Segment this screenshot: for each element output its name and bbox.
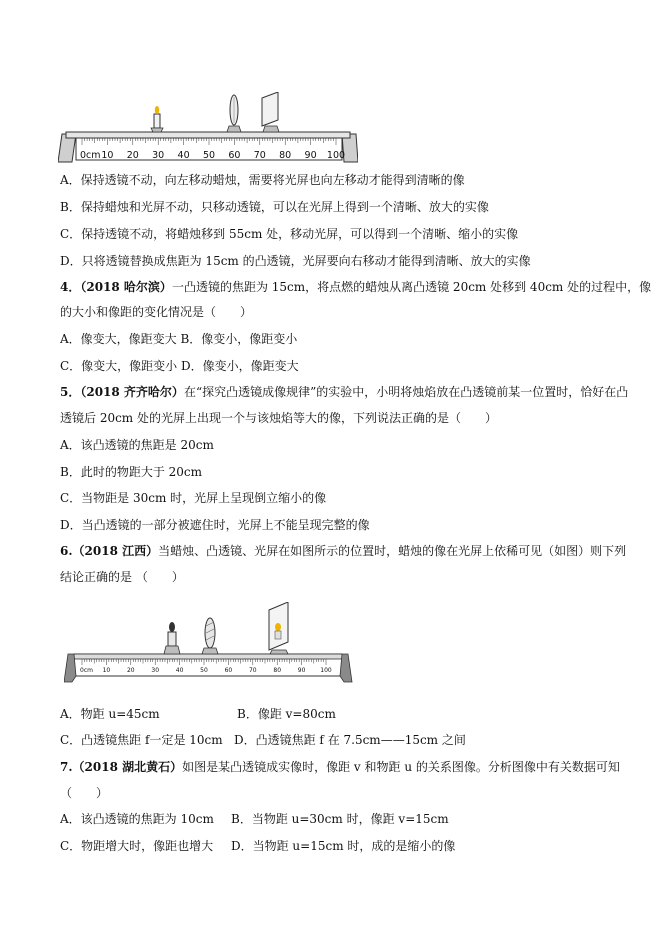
ruler-label: 80	[273, 667, 282, 674]
q4-source: （2018 哈尔滨）	[80, 280, 172, 294]
q4-options-line1: A．像变大，像距变大 B．像变小，像距变小	[60, 332, 298, 346]
ruler-label: 30	[151, 667, 160, 674]
convex-lens	[227, 95, 241, 132]
q7-option-c: C．物距增大时，像距也增大	[60, 839, 214, 853]
q6-stem-text: 当蜡烛、凸透镜、光屏在如图所示的位置时，蜡烛的像在光屏上依稀可见（如图）则下列	[158, 544, 627, 558]
q6-stem-line1	[60, 543, 626, 559]
q6-option-a: A．物距 u=45cm	[60, 707, 160, 721]
candle	[151, 106, 163, 132]
q4-stem-line1	[60, 279, 651, 295]
convex-lens-2	[202, 618, 218, 654]
ruler-label: 100	[320, 667, 332, 674]
ruler-label: 40	[177, 150, 190, 161]
q3-option-d: D．只将透镜替换成焦距为 15cm 的凸透镜，光屏要向右移动才能得到清晰、放大的实像	[60, 254, 531, 268]
q5-option-a: A．该凸透镜的焦距是 20cm	[60, 438, 214, 452]
q6-option-d: D．凸透镜焦距 f 在 7.5cm——15cm 之间	[234, 733, 466, 747]
ruler-label: 90	[297, 667, 306, 674]
optical-bench-figure-1	[58, 92, 358, 164]
ruler-label: 0cm	[80, 150, 101, 161]
q4-number: 4．	[60, 280, 81, 294]
q3-option-a: A．保持透镜不动，向左移动蜡烛，需要将光屏也向左移动才能得到清晰的像	[60, 173, 465, 187]
ruler-label: 60	[228, 150, 241, 161]
ruler-label: 20	[126, 150, 139, 161]
ruler-label: 30	[152, 150, 165, 161]
q5-source: （2018 齐齐哈尔）	[80, 385, 184, 399]
q5-option-d: D．当凸透镜的一部分被遮住时，光屏上不能呈现完整的像	[60, 518, 370, 532]
q4-options-line2: C．像变大，像距变小 D．像变小，像距变大	[60, 359, 299, 373]
optical-bench-figure-2	[64, 602, 354, 688]
q5-stem-line1	[60, 384, 628, 400]
ruler-label: 20	[126, 667, 135, 674]
q5-stem-line2: 透镜后 20cm 处的光屏上出现一个与该烛焰等大的像，下列说法正确的是（ ）	[60, 411, 498, 425]
ruler-label: 90	[304, 150, 317, 161]
bench2-right-foot	[340, 654, 352, 682]
q5-stem-text: 在“探究凸透镜成像规律”的实验中，小明将烛焰放在凸透镜前某一位置时，恰好在凸	[183, 385, 629, 399]
ruler-label: 50	[200, 667, 208, 674]
q7-stem-line2: （ ）	[60, 786, 109, 800]
q6-option-b: B．像距 v=80cm	[237, 707, 336, 721]
ruler-label: 0cm	[80, 667, 93, 674]
ruler-label: 10	[102, 667, 111, 674]
q6-stem-line2: 结论正确的是 （ ）	[60, 570, 184, 584]
q5-number: 5．	[60, 385, 81, 399]
light-screen-2	[269, 602, 288, 654]
ruler-label: 70	[253, 150, 266, 161]
q7-option-b: B．当物距 u=30cm 时，像距 v=15cm	[231, 812, 449, 826]
q7-stem-line1	[60, 759, 620, 775]
q5-option-c: C．当物距是 30cm 时，光屏上呈现倒立缩小的像	[60, 491, 327, 505]
ruler-label: 60	[224, 667, 233, 674]
q3-option-b: B．保持蜡烛和光屏不动，只移动透镜，可以在光屏上得到一个清晰、放大的实像	[60, 200, 489, 214]
q7-option-a: A．该凸透镜的焦距为 10cm	[60, 812, 214, 826]
q3-option-c: C．保持透镜不动，将蜡烛移到 55cm 处，移动光屏，可以得到一个清晰、缩小的实像	[60, 227, 519, 241]
q6-source: （2018 江西）	[72, 544, 159, 558]
bench2-rail	[74, 654, 342, 659]
ruler-label: 70	[248, 667, 257, 674]
candle-2	[164, 622, 180, 654]
q7-number: 7.	[60, 760, 73, 774]
q4-stem-line2: 的大小和像距的变化情况是（ ）	[60, 305, 253, 319]
ruler-label: 50	[202, 150, 216, 161]
q5-option-b: B．此时的物距大于 20cm	[60, 465, 203, 479]
q7-option-d: D．当物距 u=15cm 时，成的是缩小的像	[231, 839, 456, 853]
bench-top-bar	[66, 132, 350, 138]
q7-source: （2018 湖北黄石）	[72, 760, 183, 774]
q7-stem-text: 如图是某凸透镜成实像时，像距 v 和物距 u 的关系图像。分析图像中有关数据可知	[182, 760, 620, 774]
ruler-label: 10	[101, 150, 114, 161]
bench2-left-foot	[64, 654, 76, 682]
light-screen	[262, 92, 279, 132]
q6-option-c: C．凸透镜焦距 f一定是 10cm	[60, 733, 223, 747]
ruler-label: 100	[326, 150, 346, 161]
ruler-label: 80	[279, 150, 292, 161]
ruler-label: 40	[175, 667, 184, 674]
q6-number: 6.	[60, 544, 73, 558]
q4-stem-text: 一凸透镜的焦距为 15cm，将点燃的蜡烛从离凸透镜 20cm 处移到 40cm 处的过程中，像	[171, 280, 652, 294]
